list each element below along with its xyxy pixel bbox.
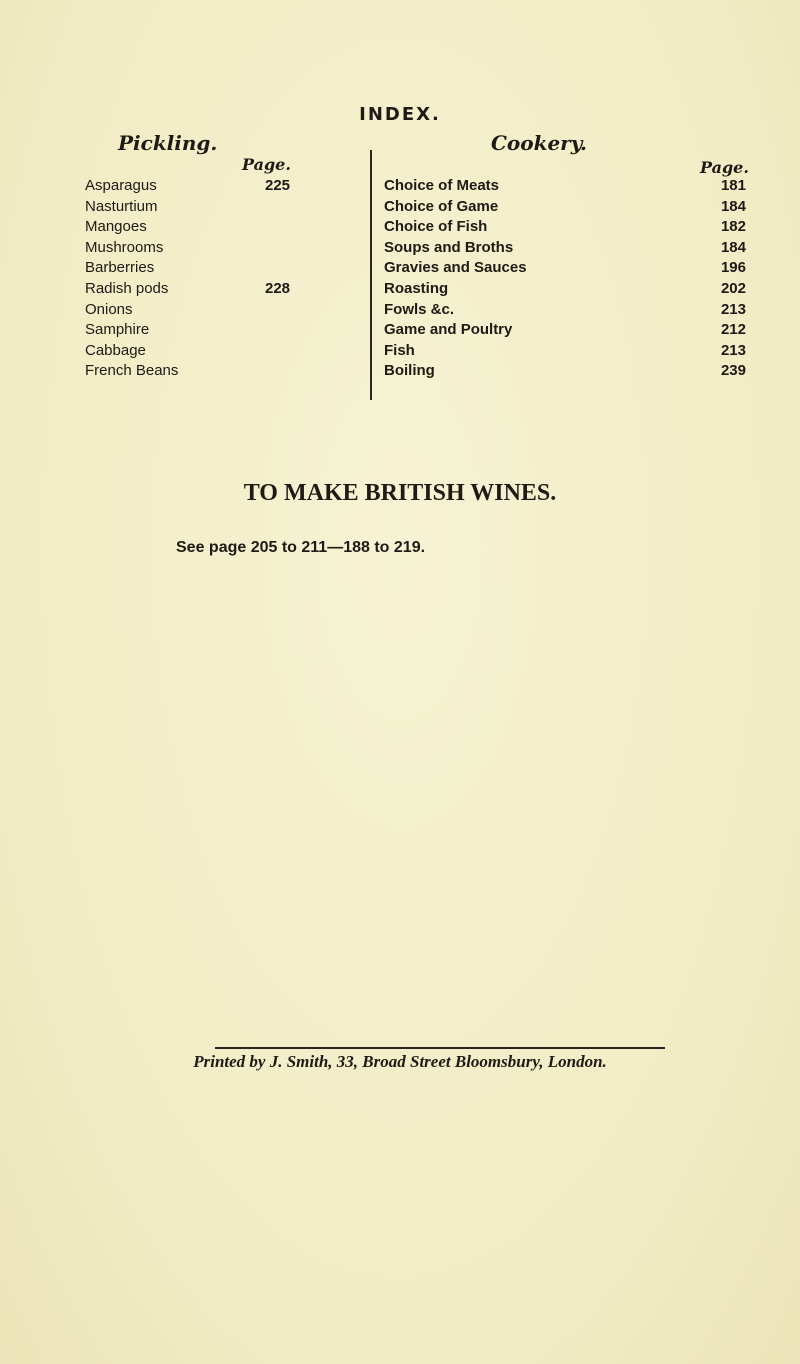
item-page: 213 [720,341,746,359]
list-item [384,197,746,218]
list-item [384,279,746,300]
pickling-list [85,176,355,382]
item-name: Choice of Meats [384,177,500,194]
list-item [384,361,746,382]
item-name: Barberries [85,259,155,277]
item-name: Radish pods [85,279,169,297]
cookery-page-label: Page. [700,158,749,177]
page-title: INDEX. [359,104,441,125]
list-item [85,320,355,341]
cookery-list [384,176,746,382]
list-item [85,300,355,321]
list-item [384,341,746,362]
item-name: Fowls &c. [384,300,455,318]
list-item [85,176,355,197]
list-item [384,320,746,341]
item-name: Choice of Fish [384,218,488,236]
column-divider [370,150,372,400]
item-page: 213 [720,300,746,318]
list-item [85,341,355,362]
item-name: Fish [384,341,415,359]
item-name: Cabbage [85,341,146,359]
list-item [384,176,746,197]
item-page: 196 [720,259,746,277]
list-item [85,238,355,259]
wines-reference: See page 205 to 211—188 to 219. [176,539,426,556]
list-item [85,258,355,279]
list-item [384,217,746,238]
list-item [85,217,355,238]
list-item [384,238,746,259]
list-item [85,361,355,382]
item-name: Soups and Broths [384,238,514,256]
item-name: Mangoes [85,218,147,236]
cookery-heading: Cookery. [491,131,588,155]
item-page: 225 [265,177,291,194]
item-name: Roasting [384,279,449,297]
item-name: French Beans [85,362,179,380]
item-page: 228 [265,279,291,297]
list-item [85,279,355,300]
item-page: 184 [720,238,746,256]
item-name: Samphire [85,321,150,339]
item-name: Boiling [384,362,435,380]
list-item [384,300,746,321]
item-name: Choice of Game [384,197,499,215]
item-page: 184 [720,197,746,215]
printer-imprint: Printed by J. Smith, 33, Broad Street Bloomsbury, London. [193,1052,607,1071]
item-name: Gravies and Sauces [384,259,527,277]
item-name: Mushrooms [85,238,164,256]
list-item [85,197,355,218]
footer-rule [215,1047,665,1049]
item-page: 181 [720,177,746,194]
item-name: Nasturtium [85,197,158,215]
pickling-page-label: Page. [242,155,291,174]
wines-heading: TO MAKE BRITISH WINES. [243,480,557,506]
item-name: Game and Poultry [384,321,513,339]
list-item [384,258,746,279]
item-page: 202 [720,279,746,297]
item-name: Onions [85,300,133,318]
item-page: 182 [720,218,746,236]
item-name: Asparagus [85,177,157,194]
item-page: 239 [720,362,746,380]
item-page: 212 [720,321,746,339]
pickling-heading: Pickling. [118,131,218,155]
